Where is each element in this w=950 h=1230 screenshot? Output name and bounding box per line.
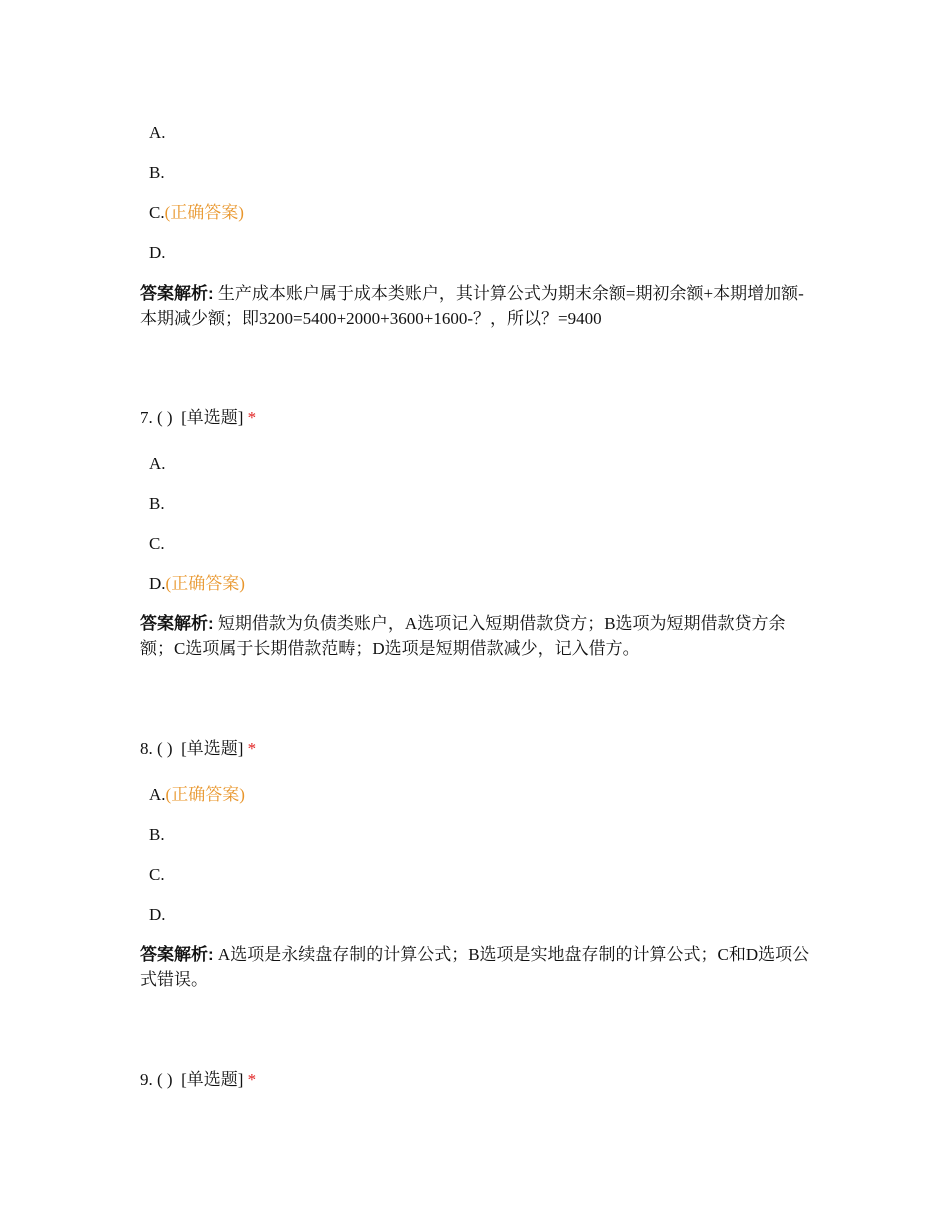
- answer-analysis: [140, 611, 812, 661]
- answer-analysis: [140, 281, 812, 331]
- option-label: C.: [149, 865, 165, 884]
- question-blank: ( ): [157, 408, 173, 427]
- option-a[interactable]: [149, 121, 166, 145]
- option-label: D.: [149, 243, 166, 262]
- analysis-label: 答案解析:: [140, 284, 214, 303]
- question-blank: ( ): [157, 1070, 173, 1089]
- option-label: C.: [149, 534, 165, 553]
- option-a[interactable]: [149, 452, 166, 476]
- option-b[interactable]: [149, 492, 165, 516]
- analysis-label: 答案解析:: [140, 945, 214, 964]
- option-b[interactable]: [149, 161, 165, 185]
- option-label: C.: [149, 203, 165, 222]
- question-number: 9.: [140, 1070, 153, 1089]
- option-label: A.: [149, 123, 166, 142]
- option-a[interactable]: [149, 783, 245, 807]
- question-title: [140, 406, 256, 430]
- question-title: [140, 737, 256, 761]
- required-mark: *: [247, 1070, 257, 1089]
- option-label: D.: [149, 905, 166, 924]
- analysis-text: 短期借款为负债类账户，A选项记入短期借款贷方；B选项为短期借款贷方余额；C选项属于长期借款范畴；D选项是短期借款减少，记入借方。: [140, 614, 786, 658]
- question-type: [单选题]: [181, 408, 244, 427]
- analysis-label: 答案解析:: [140, 614, 214, 633]
- question-type: [单选题]: [181, 739, 244, 758]
- question-number: 7.: [140, 408, 153, 427]
- option-label: B.: [149, 494, 165, 513]
- answer-analysis: [140, 942, 812, 992]
- option-d[interactable]: [149, 241, 166, 265]
- correct-answer-mark: (正确答案): [165, 574, 245, 593]
- option-label: D.: [149, 574, 166, 593]
- correct-answer-mark: (正确答案): [164, 203, 244, 222]
- correct-answer-mark: (正确答案): [165, 785, 245, 804]
- question-type: [单选题]: [181, 1070, 244, 1089]
- required-mark: *: [247, 739, 257, 758]
- option-d[interactable]: [149, 903, 166, 927]
- question-title: [140, 1068, 256, 1092]
- question-number: 8.: [140, 739, 153, 758]
- option-label: B.: [149, 825, 165, 844]
- option-b[interactable]: [149, 823, 165, 847]
- option-c[interactable]: [149, 532, 165, 556]
- option-d[interactable]: [149, 572, 245, 596]
- question-blank: ( ): [157, 739, 173, 758]
- required-mark: *: [247, 408, 257, 427]
- analysis-text: A选项是永续盘存制的计算公式；B选项是实地盘存制的计算公式；C和D选项公式错误。: [140, 945, 810, 989]
- option-c[interactable]: [149, 863, 165, 887]
- option-c[interactable]: [149, 201, 244, 225]
- option-label: A.: [149, 785, 166, 804]
- option-label: B.: [149, 163, 165, 182]
- option-label: A.: [149, 454, 166, 473]
- analysis-text: 生产成本账户属于成本类账户，其计算公式为期末余额=期初余额+本期增加额-本期减少额；即3200=5400+2000+3600+1600-？，所以？=9400: [140, 284, 804, 328]
